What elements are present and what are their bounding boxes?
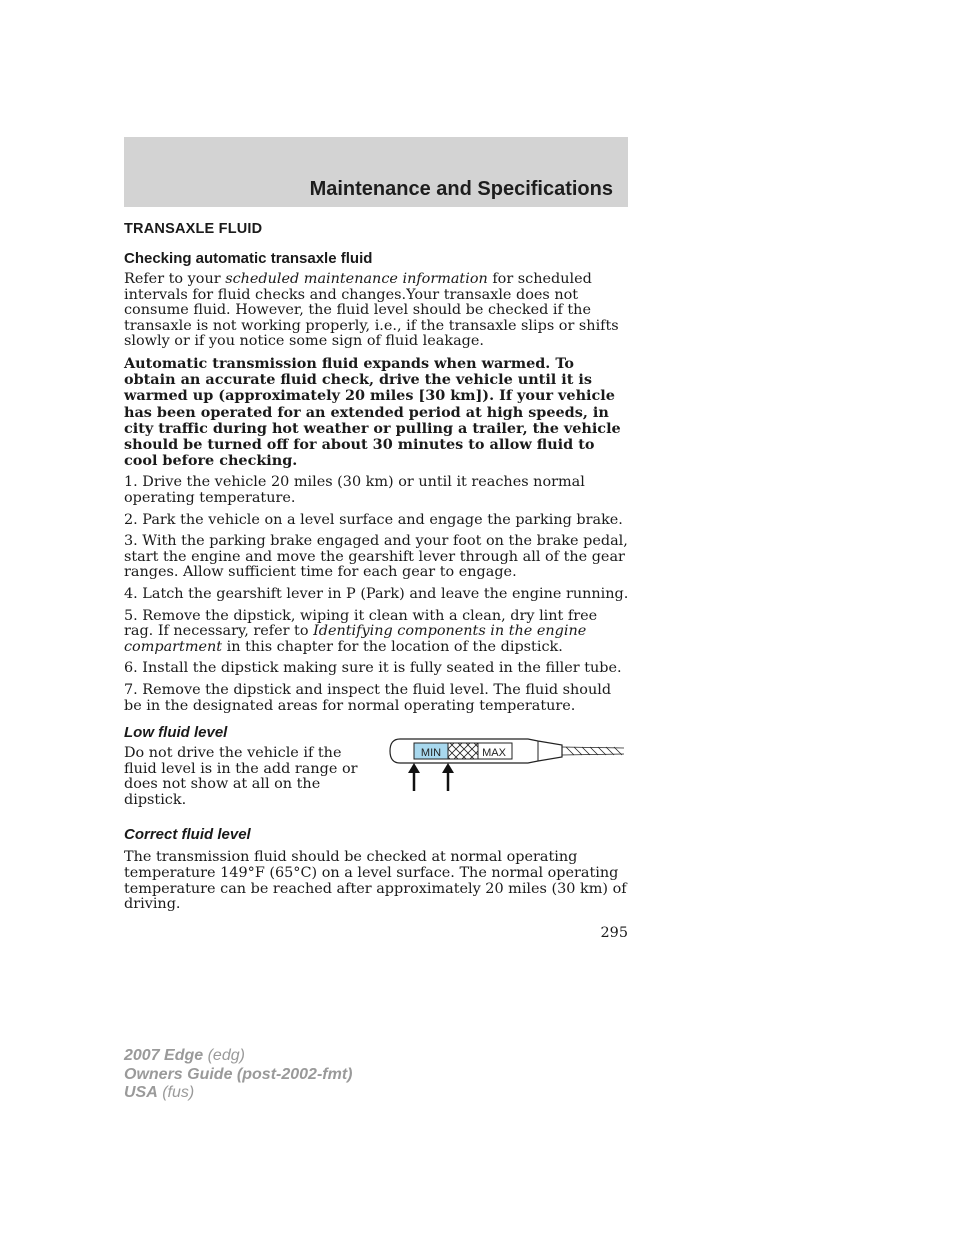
- document-footer: [124, 1047, 352, 1103]
- step-2: 2. Park the vehicle on a level surface and engage the parking brake.: [124, 511, 623, 528]
- step-4: 4. Latch the gearshift lever in P (Park) and leave the engine running.: [124, 585, 629, 602]
- correct-fluid-text: The transmission fluid should be checked at normal operating temperature 149°F (65°C) on a level surface. The normal operating temperature can be reached after approximately 20 miles (30 km) of driving.: [124, 849, 627, 913]
- step-5-end: in this chapter for the location of the dipstick.: [222, 638, 563, 655]
- dipstick-min-label: MIN: [420, 747, 442, 760]
- warning-paragraph: Automatic transmission fluid expands when warmed. To obtain an accurate fluid check, drive the vehicle until it is warmed up (approximately 20 miles [30 km]). If your vehicle has been operated for an extended period at high speeds, in city traffic during hot weather or pulling a trailer, the vehicle should be turned off for about 30 minutes to allow fluid to cool before checking.: [124, 354, 621, 470]
- step-7: 7. Remove the dipstick and inspect the fluid level. The fluid should be in the designated areas for normal operating temperature.: [124, 681, 612, 714]
- subsection-title: Checking automatic transaxle fluid: [124, 250, 373, 267]
- page-number: 295: [600, 925, 628, 941]
- dipstick-crosshatch-zone: [448, 743, 478, 759]
- section-title: TRANSAXLE FLUID: [124, 221, 263, 237]
- low-fluid-text-block: [124, 746, 376, 808]
- arrow-up-icon: [442, 763, 454, 791]
- main-content: [124, 221, 630, 919]
- page-header-title: Maintenance and Specifications: [309, 178, 613, 200]
- footer-guide: Owners Guide (post-2002-fmt): [124, 1065, 353, 1083]
- intro-paragraph: [124, 272, 630, 350]
- low-fluid-title: Low fluid level: [124, 724, 228, 742]
- dipstick-max-label: MAX: [482, 747, 506, 760]
- footer-line-3: [124, 1084, 352, 1103]
- correct-fluid-title: Correct fluid level: [124, 826, 251, 844]
- dipstick-wire: [562, 747, 624, 755]
- low-fluid-row: [124, 746, 630, 808]
- step-3: 3. With the parking brake engaged and your foot on the brake pedal, start the engine and move the gearshift lever through all of the gear ranges. Allow sufficient time for each gear to engage.: [124, 533, 628, 581]
- step-5-start: 5. Remove the dipstick, wiping it clean with a clean, dry lint free rag. If necessary, refer to: [124, 607, 598, 640]
- footer-line-2: [124, 1066, 352, 1085]
- dipstick-illustration: [388, 737, 628, 795]
- footer-market: USA: [124, 1084, 158, 1101]
- intro-text-start: Refer to your: [124, 271, 226, 287]
- step-1: 1. Drive the vehicle 20 miles (30 km) or until it reaches normal operating temperature.: [124, 474, 585, 506]
- intro-reference: scheduled maintenance information: [225, 271, 488, 287]
- footer-market-code: (fus): [157, 1084, 195, 1101]
- step-5-reference: Identifying components in the engine compartment: [124, 623, 587, 655]
- arrow-up-icon: [408, 763, 420, 791]
- footer-line-1: [124, 1047, 352, 1066]
- step-6: 6. Install the dipstick making sure it is fully seated in the filler tube.: [124, 660, 622, 677]
- intro-text-end: for scheduled intervals for fluid checks and changes.Your transaxle does not consume fluid. However, the fluid level should be checked if the transaxle is not working properly, i.e., if the transaxle slips or shifts slowly or if you notice some sign of fluid leakage.: [124, 271, 619, 350]
- footer-model: 2007 Edge: [124, 1047, 204, 1064]
- low-fluid-text: Do not drive the vehicle if the fluid level is in the add range or does not show at all on the dipstick.: [124, 745, 358, 808]
- header-band: [124, 137, 628, 207]
- footer-model-code: (edg): [203, 1047, 245, 1064]
- step-5: [124, 609, 630, 656]
